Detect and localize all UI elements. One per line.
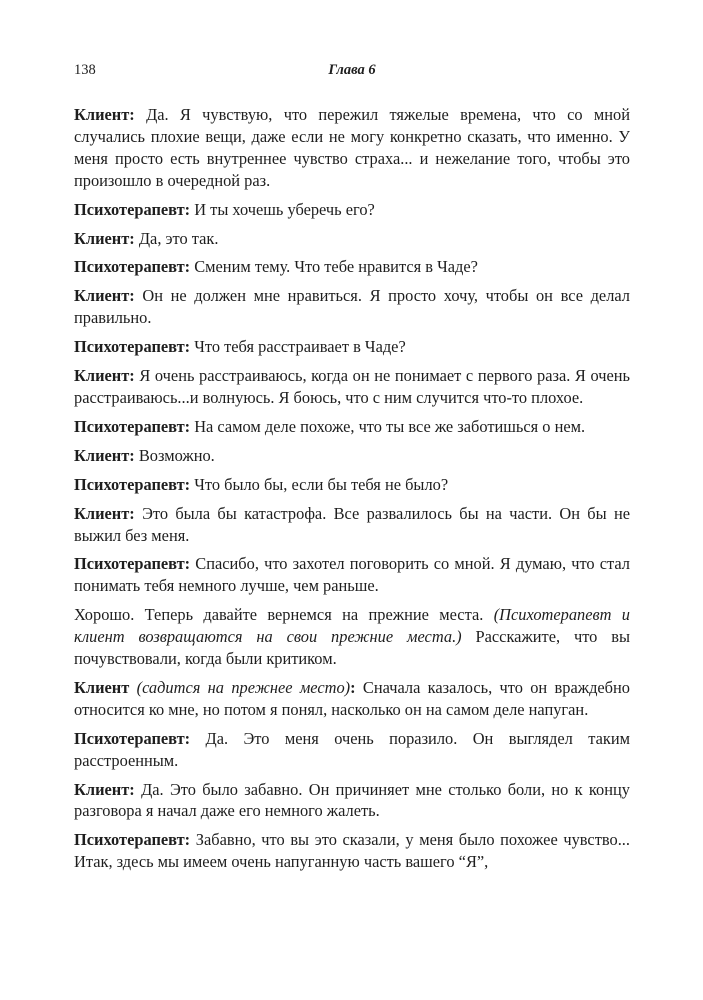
speaker-label: Психотерапевт: <box>74 830 191 850</box>
speaker-label: Клиент: <box>74 286 135 306</box>
dialogue-paragraph <box>74 104 630 192</box>
stage-direction: (Психотерапевт и клиент возвращаются на свои прежние места.) <box>74 605 630 647</box>
narration-tail: Расскажите, что вы почувствовали, когда были критиком. <box>74 627 630 669</box>
speaker-label: Психотерапевт: <box>74 728 191 748</box>
dialogue-paragraph <box>74 677 630 721</box>
utterance-text: Это была бы катастрофа. Все развалилось бы на части. Он бы не выжил без меня. <box>74 503 630 545</box>
running-header <box>74 62 630 84</box>
dialogue-paragraph <box>74 416 630 438</box>
narration-paragraph <box>74 604 630 670</box>
speaker-label: Клиент: <box>74 105 135 124</box>
chapter-title: Глава 6 <box>328 62 376 78</box>
utterance-text: Да. Это было забавно. Он причиняет мне столько боли, но к концу разговора я начал даже его немного жалеть. <box>74 779 630 821</box>
dialogue-paragraph <box>74 365 630 409</box>
speaker-label: Психотерапевт: <box>74 554 191 574</box>
utterance-text: Возможно. <box>134 445 215 465</box>
speaker-label: Клиент: <box>74 445 135 465</box>
speaker-label: Психотерапевт: <box>74 199 191 219</box>
utterance-text: Я очень расстраиваюсь, когда он не понимает с первого раза. Я очень расстраиваюсь...и волнуюсь. Я боюсь, что с ним случится что-то плохое. <box>74 366 630 407</box>
speaker-label: Клиент <box>74 677 137 697</box>
speaker-label: Психотерапевт: <box>74 416 191 436</box>
dialogue-paragraph <box>74 474 630 496</box>
dialogue-paragraph <box>74 285 630 329</box>
utterance-text: Сначала казалось, что он враждебно относится ко мне, но потом я понял, насколько он на самом деле напуган. <box>74 677 630 719</box>
dialogue-body <box>74 104 630 880</box>
utterance-text: Спасибо, что захотел поговорить со мной. Я думаю, что стал понимать тебя немного лучше, чем раньше. <box>74 554 630 596</box>
utterance-text: Да. Я чувствую, что пережил тяжелые времена, что со мной случались плохие вещи, даже если не могу конкретно сказать, что именно. У меня просто есть внутреннее чувство страха... и нежелание того, чтобы это произошло в очередной раз. <box>74 105 630 190</box>
utterance-text: Что было бы, если бы тебя не было? <box>190 474 449 494</box>
utterance-text: И ты хочешь уберечь его? <box>190 199 375 219</box>
stage-direction: (садится на прежнее место) <box>136 677 351 697</box>
utterance-text: Сменим тему. Что тебе нравится в Чаде? <box>190 257 478 277</box>
speaker-label: Клиент: <box>74 366 135 386</box>
speaker-label: Клиент: <box>74 779 135 799</box>
dialogue-paragraph <box>74 553 630 597</box>
utterance-text: Забавно, что вы это сказали, у меня было похожее чувство... Итак, здесь мы имеем очень напуганную часть вашего “Я”, <box>74 830 630 872</box>
utterance-text: Что тебя расстраивает в Чаде? <box>190 337 406 357</box>
page-number: 138 <box>74 62 96 78</box>
speaker-label: Психотерапевт: <box>74 474 191 494</box>
utterance-text: Да, это так. <box>134 228 219 248</box>
dialogue-paragraph <box>74 336 630 358</box>
dialogue-paragraph <box>74 779 630 823</box>
dialogue-paragraph <box>74 256 630 278</box>
speaker-label: Клиент: <box>74 228 135 248</box>
speaker-label: Клиент: <box>74 503 135 523</box>
dialogue-paragraph <box>74 199 630 221</box>
speaker-label: Психотерапевт: <box>74 257 191 277</box>
dialogue-paragraph <box>74 728 630 772</box>
utterance-text: Он не должен мне нравиться. Я просто хочу, чтобы он все делал правильно. <box>74 286 630 328</box>
dialogue-paragraph <box>74 829 630 873</box>
speaker-label: Психотерапевт: <box>74 337 191 357</box>
utterance-text: На самом деле похоже, что ты все же заботишься о нем. <box>190 416 586 436</box>
narration-lead: Хорошо. Теперь давайте вернемся на прежние места. <box>74 605 494 625</box>
dialogue-paragraph <box>74 228 630 250</box>
speaker-colon: : <box>350 677 356 697</box>
utterance-text: Да. Это меня очень поразило. Он выглядел таким расстроенным. <box>74 728 630 770</box>
dialogue-paragraph <box>74 445 630 467</box>
dialogue-paragraph <box>74 503 630 547</box>
